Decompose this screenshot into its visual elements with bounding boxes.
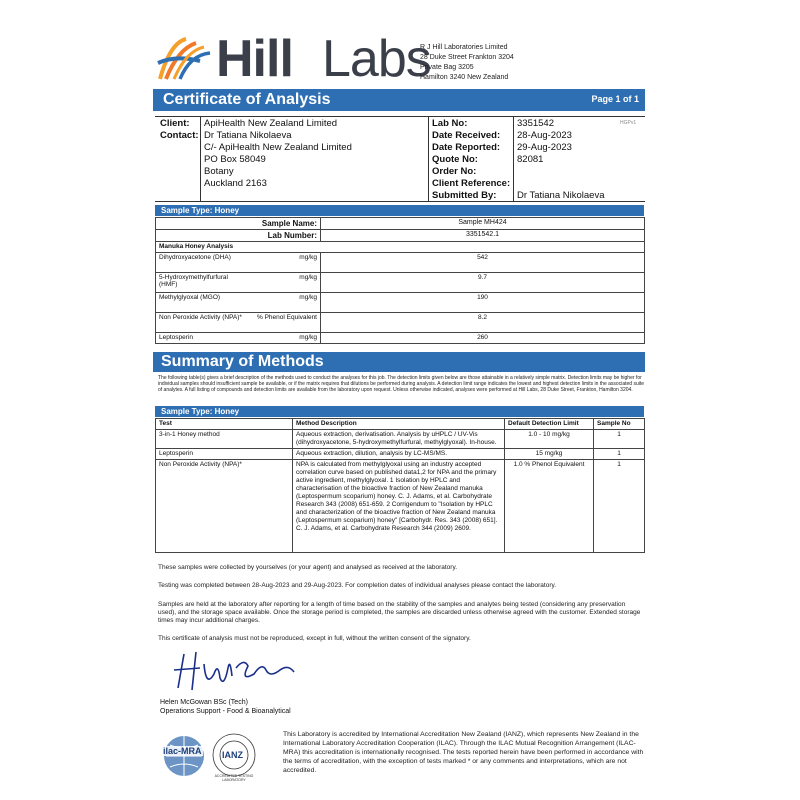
note-collection: These samples were collected by yourselves (or your agent) and analysed as received at the laboratory. — [158, 564, 458, 571]
method-description: Aqueous extraction, derivatisation. Analysis by uHPLC / UV-Vis (dihydroxyacetone, 5-hydroxymethylfurfural, methylglyoxal). In-house. — [293, 430, 505, 449]
method-sample: 1 — [594, 430, 645, 449]
method-description: Aqueous extraction, dilution, analysis by LC-MS/MS. — [293, 449, 505, 460]
methods-sample-type: Sample Type: Honey — [155, 406, 644, 417]
accreditation-text: This Laboratory is accredited by International Accreditation New Zealand (IANZ), which represents New Zealand in the International Laboratory Accreditation Cooperation (ILAC). Through the ILAC Mutual Recognition Arrangement (ILAC-MRA) this accreditation is internationally recognised. The tests reported herein have been performed in accordance with the terms of accreditation, with the exception of tests marked * or any comments and interpretations, which are not accredited. — [283, 731, 644, 774]
ianz-logo — [210, 730, 258, 780]
analyte-unit: mg/kg — [299, 294, 317, 301]
contact-line: Auckland 2163 — [204, 178, 267, 189]
summary-intro: The following table(s) gives a brief description of the methods used to conduct the analyses for this job. The detection limits given below are those attainable in a relatively simple matrix. Detection limits may be higher for individual samples should insufficient sample be available, or if the matrix requires that dilutions be performed during analysis. A detection limit range indicates the lowest and highest detection limits in the associated suite of analytes. A full listing of compounds and detection limits are available from the laboratory upon request. Unless otherwise indicated, analyses were performed at Hill Labs, 28 Duke Street, Frankton, Hamilton 3204. — [158, 375, 645, 393]
methods-header-test: Test — [156, 419, 293, 430]
page-indicator: Page 1 of 1 — [591, 94, 639, 104]
summary-title: Summary of Methods — [161, 353, 324, 370]
table-row — [156, 273, 645, 293]
analyte-unit: % Phenol Equivalent — [257, 314, 317, 321]
ianz-ring-text: ACCREDITED TESTING LABORATORY — [214, 774, 254, 782]
order-no-label: Order No: — [432, 166, 477, 177]
analyte-value: 260 — [321, 333, 645, 344]
method-test: Non Peroxide Activity (NPA)* — [156, 460, 293, 553]
note-reproduction: This certificate of analysis must not be reproduced, except in full, without the written consent of the signatory. — [158, 635, 471, 642]
client-reference-value — [517, 178, 643, 190]
contact-lines — [204, 130, 352, 190]
methods-table — [155, 418, 645, 553]
table-row — [156, 449, 645, 460]
method-limit: 15 mg/kg — [505, 449, 594, 460]
date-received-value: 28-Aug-2023 — [517, 130, 572, 141]
analyte-value: 542 — [321, 253, 645, 273]
client-value: ApiHealth New Zealand Limited — [204, 118, 338, 129]
lab-no-value: 3351542 — [517, 118, 554, 129]
table-row — [156, 333, 645, 344]
address-line: Private Bag 3205 — [420, 64, 474, 71]
ilac-text: ilac-MRA — [163, 746, 202, 756]
results-group-label: Manuka Honey Analysis — [156, 242, 645, 253]
method-limit: 1.0 % Phenol Equivalent — [505, 460, 594, 553]
results-sample-type: Sample Type: Honey — [155, 205, 644, 216]
analyte-unit: mg/kg — [299, 254, 317, 261]
date-received-label: Date Received: — [432, 130, 501, 141]
table-row — [156, 313, 645, 333]
note-testing-dates: Testing was completed between 28-Aug-2023 and 29-Aug-2023. For completion dates of individual analyses please contact the laboratory. — [158, 582, 557, 589]
quote-no-value: 82081 — [517, 154, 544, 165]
analyte-name: Leptosperin — [159, 334, 193, 341]
analyte-name: Methylglyoxal (MGO) — [159, 294, 221, 301]
methods-header-sample: Sample No — [594, 419, 645, 430]
date-reported-value: 29-Aug-2023 — [517, 142, 572, 153]
lab-address — [420, 43, 514, 83]
contact-line: PO Box 58049 — [204, 154, 266, 165]
summary-banner — [153, 352, 645, 372]
lab-no-label: Lab No: — [432, 118, 468, 129]
contact-line: Botany — [204, 166, 234, 177]
results-table — [155, 217, 645, 344]
quote-no-label: Quote No: — [432, 154, 478, 165]
divider — [155, 201, 645, 202]
contact-label: Contact: — [160, 130, 199, 141]
table-row — [156, 460, 645, 553]
analyte-name: 5-Hydroxymethylfurfural (HMF) — [159, 274, 228, 288]
method-limit: 1.0 - 10 mg/kg — [505, 430, 594, 449]
analyte-value: 190 — [321, 293, 645, 313]
method-sample: 1 — [594, 449, 645, 460]
methods-header-limit: Default Detection Limit — [505, 419, 594, 430]
address-line: Hamilton 3240 New Zealand — [420, 74, 509, 81]
certificate-title: Certificate of Analysis — [163, 91, 331, 108]
divider — [428, 116, 429, 201]
divider — [513, 116, 514, 201]
logo-labs-text: Labs — [322, 30, 431, 88]
note-storage: Samples are held at the laboratory after reporting for a length of time based on the stability of the samples and analytes being tested (considering any preservation used), and the storage space available. Once the storage period is completed, the samples are discarded unless otherwise agreed with the customer. Extended storage times may incur additional charges. — [158, 601, 641, 624]
analyte-unit: mg/kg — [299, 334, 317, 341]
submitted-by-value: Dr Tatiana Nikolaeva — [517, 190, 605, 201]
method-test: Leptosperin — [156, 449, 293, 460]
divider — [155, 116, 645, 117]
logo-hill-text: Hill — [216, 30, 293, 88]
submitted-by-label: Submitted By: — [432, 190, 497, 201]
date-reported-label: Date Reported: — [432, 142, 501, 153]
sample-name-value: Sample MH424 — [321, 218, 645, 230]
table-row — [156, 293, 645, 313]
contact-line: Dr Tatiana Nikolaeva — [204, 130, 292, 141]
address-line: R J Hill Laboratories Limited — [420, 44, 508, 51]
signature-icon — [170, 648, 300, 694]
analyte-value: 8.2 — [321, 313, 645, 333]
hill-labs-logo-icon — [156, 33, 212, 83]
certificate-banner — [153, 89, 645, 111]
lab-number-label: Lab Number: — [156, 230, 321, 242]
contact-line: C/- ApiHealth New Zealand Limited — [204, 142, 352, 153]
divider — [200, 116, 201, 201]
signatory-name: Helen McGowan BSc (Tech) — [160, 699, 248, 706]
analyte-name: Dihydroxyacetone (DHA) — [159, 254, 231, 261]
lab-info-labels — [432, 118, 510, 202]
analyte-unit: mg/kg — [299, 274, 317, 281]
ilac-mra-logo — [160, 733, 208, 779]
sample-name-label: Sample Name: — [156, 218, 321, 230]
analyte-value: 9.7 — [321, 273, 645, 293]
order-no-value — [517, 166, 643, 178]
table-row — [156, 253, 645, 273]
ianz-text: IANZ — [222, 750, 243, 760]
lab-info-values — [517, 118, 643, 202]
signatory — [160, 698, 291, 716]
table-row — [156, 430, 645, 449]
address-line: 28 Duke Street Frankton 3204 — [420, 54, 514, 61]
methods-header-method: Method Description — [293, 419, 505, 430]
signatory-role: Operations Support - Food & Bioanalytical — [160, 708, 291, 715]
ilac-globe-icon — [160, 733, 208, 779]
version-code: HGPv1 — [620, 120, 637, 126]
client-label: Client: — [160, 118, 190, 129]
client-reference-label: Client Reference: — [432, 178, 511, 189]
analyte-name: Non Peroxide Activity (NPA)* — [159, 314, 242, 321]
method-test: 3-in-1 Honey method — [156, 430, 293, 449]
method-sample: 1 — [594, 460, 645, 553]
lab-number-value: 3351542.1 — [321, 230, 645, 242]
method-description: NPA is calculated from methylglyoxal using an industry accepted correlation curve based on published data1,2 for NPA and the primary active ingredient, methylglyoxal. 1 Isolation by HPLC and characterisation of the bioactive fraction of New Zealand manuka (Leptospermum scoparium) honey. C. J. Adams, et al. Carbohydrate Research 343 (2008) 651-659. 2 Corrigendum to "Isolation by HPLC and characterization of the bioactive fraction of New Zealand manuka (Leptospermum scoparium) honey" [Carbohydr. Res. 343 (2008) 651]. C. J. Adams, et al. Carbohydrate Research 344 (2009) 2609. — [293, 460, 505, 553]
